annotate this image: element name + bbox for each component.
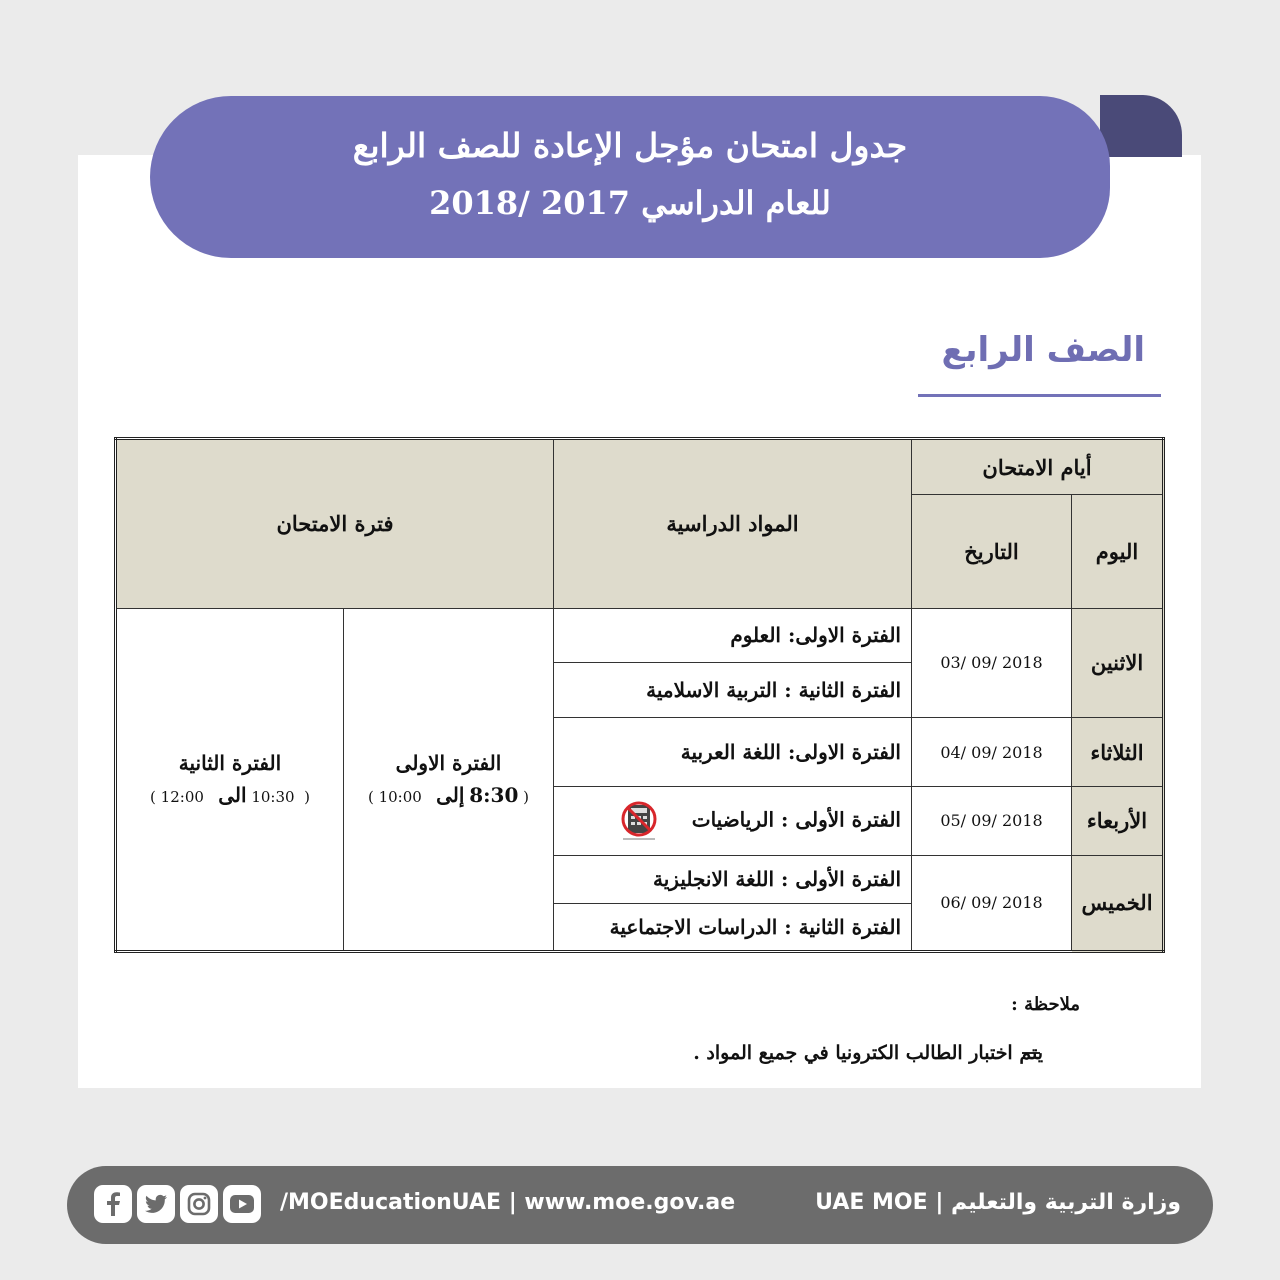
header-subjects: المواد الدراسية xyxy=(554,439,912,609)
date-cell xyxy=(912,787,1072,855)
second-to: الى xyxy=(218,783,247,808)
first-period-title: الفترة الاولى xyxy=(395,751,502,776)
subject-cell: الفترة الأولى : اللغة الانجليزية xyxy=(554,855,912,903)
second-period-title: الفترة الثانية xyxy=(178,751,282,776)
note-text: يتم اختبار الطالب الكترونيا في جميع المواد . xyxy=(693,1042,1043,1064)
note-label: ملاحظة : xyxy=(1011,994,1080,1015)
exam-schedule-table xyxy=(114,437,1165,953)
date-cell xyxy=(912,855,1072,951)
grade-title: الصف الرابع xyxy=(941,330,1145,370)
subject-cell: الفترة الثانية : الدراسات الاجتماعية xyxy=(554,903,912,951)
first-start: 8:30 xyxy=(469,783,519,808)
footer-bar xyxy=(67,1166,1213,1244)
subject-cell: الفترة الاولى: اللغة العربية xyxy=(554,718,912,787)
date-text: 03/ 09/ 2018 xyxy=(940,653,1043,673)
banner-title: جدول امتحان مؤجل الإعادة للصف الرابع xyxy=(352,126,908,165)
second-period-cell xyxy=(116,608,344,951)
day-cell: الأربعاء xyxy=(1072,787,1164,855)
date-text: 04/ 09/ 2018 xyxy=(940,742,1043,762)
header-date: التاريخ xyxy=(912,495,1072,608)
date-cell xyxy=(912,608,1072,717)
header-exam-period: فترة الامتحان xyxy=(116,439,554,609)
date-text: 06/ 09/ 2018 xyxy=(940,893,1043,913)
grade-underline xyxy=(918,394,1161,397)
second-start: 10:30 xyxy=(251,788,295,807)
footer-links[interactable]: /MOEducationUAE | www.moe.gov.ae xyxy=(280,1190,736,1215)
date-text: 05/ 09/ 2018 xyxy=(940,811,1043,831)
date-cell xyxy=(912,718,1072,787)
header-day: اليوم xyxy=(1072,495,1164,608)
header-exam-days: أيام الامتحان xyxy=(912,439,1164,495)
youtube-icon[interactable] xyxy=(223,1185,261,1223)
ribbon-fold xyxy=(1100,95,1182,157)
title-banner xyxy=(150,96,1110,258)
first-to: إلى xyxy=(436,783,465,808)
second-period-time xyxy=(150,783,310,808)
paren-close: ) xyxy=(367,788,374,807)
footer-ministry: وزارة التربية والتعليم | UAE MOE xyxy=(815,1190,1181,1215)
facebook-icon[interactable] xyxy=(94,1185,132,1223)
banner-subtitle: للعام الدراسي 2017 /2018 xyxy=(429,184,831,222)
paren-open: ( xyxy=(304,788,310,807)
no-calculator-icon xyxy=(617,799,661,843)
first-end: 10:00 xyxy=(378,788,422,807)
second-end: 12:00 xyxy=(160,788,204,807)
first-period-cell xyxy=(344,608,554,951)
first-period-time xyxy=(367,783,530,808)
day-cell: الخميس xyxy=(1072,855,1164,951)
subject-cell: الفترة الثانية : التربية الاسلامية xyxy=(554,662,912,717)
subject-cell xyxy=(554,787,912,855)
paren-close: ) xyxy=(150,788,156,807)
day-cell: الاثنين xyxy=(1072,608,1164,717)
subject-text: الفترة الأولى : الرياضيات xyxy=(691,807,901,832)
twitter-icon[interactable] xyxy=(137,1185,175,1223)
paren-open: ( xyxy=(523,788,530,807)
day-cell: الثلاثاء xyxy=(1072,718,1164,787)
instagram-icon[interactable] xyxy=(180,1185,218,1223)
subject-cell: الفترة الاولى: العلوم xyxy=(554,608,912,662)
